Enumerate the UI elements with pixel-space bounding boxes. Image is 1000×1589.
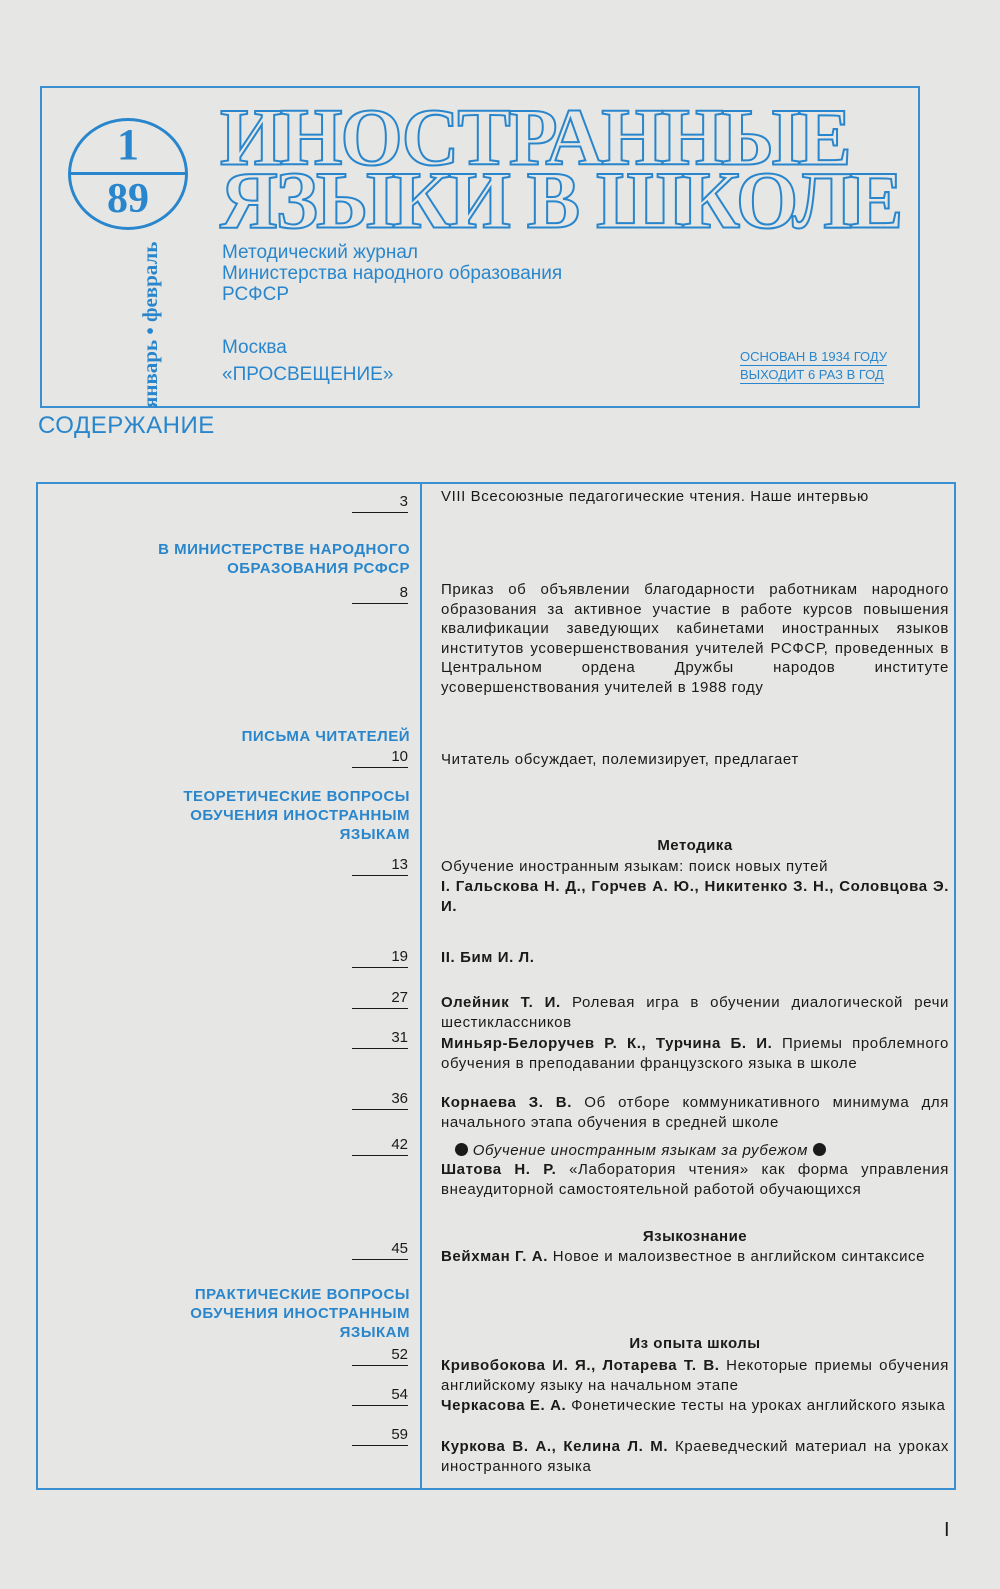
subhead-experience: Из опыта школы [629,1335,761,1352]
issue-badge-divider [71,172,185,175]
toc-entry-authors: Вейхман Г. А. [441,1248,548,1265]
toc-entry-title: Некоторые приемы обучения английскому языку на начальном этапе [441,1357,949,1394]
page-folio: I [944,1519,950,1541]
toc-entry [441,1093,949,1132]
toc-entry-title: «Лаборатория чтения» как форма управления внеаудиторной самостоятельной работой обучающихся [441,1161,949,1198]
toc-entry-authors: Корнаева З. В. [441,1094,572,1111]
toc-entry-authors: II. Бим И. Л. [441,949,535,966]
toc-entry-authors: Шатова Н. Р. [441,1161,557,1178]
page-number: 31 [352,1029,408,1049]
toc-entry-authors: Олейник Т. И. [441,994,561,1011]
journal-title-line-1: ИНОСТРАННЫЕ [220,92,850,183]
toc-entry-authors: Черкасова Е. А. [441,1397,567,1414]
page-number: 42 [352,1136,408,1156]
page-number: 8 [352,584,408,604]
toc-entry: Приказ об объявлении благодарности работникам народного образования за активное участие в работе курсов повышения квалификации заведующих кабинетами иностранных языков институтов усовершенствования учителей РСФСР, проведенных в Центральном ордена Дружбы народов институте усовершенствования учителей в 1988 году [441,581,949,696]
founded-note: ОСНОВАН В 1934 ГОДУ [740,349,888,364]
subhead-methodology: Методика [657,837,733,854]
page-number: 19 [352,948,408,968]
page-number: 59 [352,1426,408,1446]
toc-entry: VIII Всесоюзные педагогические чтения. Наше интервью [441,488,869,505]
page-number: 54 [352,1386,408,1406]
toc-entry-authors: Куркова В. А., Келина Л. М. [441,1438,669,1455]
issue-months-text: январь • февраль [138,241,162,408]
page-number: 52 [352,1346,408,1366]
publisher-name: «ПРОСВЕЩЕНИЕ» [222,364,394,385]
bullet-icon [455,1143,468,1156]
toc-entry-title: Приемы проблемного обучения в преподавании французского языка в школе [441,1035,949,1072]
journal-subtitle-line: Методический журнал [222,242,419,263]
page-number: 45 [352,1240,408,1260]
contents-column-divider [420,484,422,1488]
publisher-city: Москва [222,337,287,358]
toc-entry [441,1247,949,1267]
issue-number: 1 [117,120,139,169]
page-number: 13 [352,856,408,876]
journal-subtitle-line: Министерства народного образования [222,263,563,284]
toc-entry-authors: Кривобокова И. Я., Лотарева Т. В. [441,1357,720,1374]
toc-entry-authors: I. Гальскова Н. Д., Горчев А. Ю., Никитенко З. Н., Соловцова Э. И. [441,878,949,915]
journal-title-line-2: ЯЗЫКИ В ШКОЛЕ [220,155,902,246]
page-number: 27 [352,989,408,1009]
issue-months [138,238,168,408]
section-heading-ministry: В МИНИСТЕРСТВЕ НАРОДНОГО ОБРАЗОВАНИЯ РСФСР [158,541,410,577]
issue-year: 89 [107,176,149,222]
toc-entry-title: Обучение иностранным языкам: поиск новых путей [441,858,829,875]
toc-entry [441,1437,949,1476]
toc-entry-title: Об отборе коммуникативного минимума для начального этапа обучения в средней школе [441,1094,949,1131]
toc-entry [441,1034,949,1073]
frequency-note: ВЫХОДИТ 6 РАЗ В ГОД [740,367,884,382]
bullet-icon [813,1143,826,1156]
toc-entry [441,1356,949,1395]
section-heading-practice: ПРАКТИЧЕСКИЕ ВОПРОСЫ ОБУЧЕНИЯ ИНОСТРАННЫМ ЯЗЫКАМ [190,1286,410,1341]
page-number: 3 [352,493,408,513]
contents-heading: СОДЕРЖАНИЕ [38,412,215,439]
journal-subtitle-line: РСФСР [222,284,290,305]
subhead-abroad [455,1141,955,1161]
toc-entry: Читатель обсуждает, полемизирует, предлагает [441,751,799,768]
subhead-linguistics: Языкознание [642,1228,748,1245]
toc-entry [441,1396,949,1416]
section-heading-letters: ПИСЬМА ЧИТАТЕЛЕЙ [241,728,410,745]
page-number: 10 [352,748,408,768]
toc-entry-title: Краеведческий материал на уроках иностранного языка [441,1438,949,1475]
toc-entry-authors: Миньяр-Белоручев Р. К., Турчина Б. И. [441,1035,773,1052]
toc-entry [441,1160,949,1199]
toc-entry-title: Фонетические тесты на уроках английского языка [571,1397,946,1414]
subhead-abroad-text: Обучение иностранным языкам за рубежом [472,1142,808,1159]
toc-entry-title: Ролевая игра в обучении диалогической речи шестиклассников [441,994,949,1031]
toc-entry-title: Новое и малоизвестное в английском синтаксисе [552,1248,926,1265]
toc-entry [441,993,949,1032]
page-number: 36 [352,1090,408,1110]
section-heading-theory: ТЕОРЕТИЧЕСКИЕ ВОПРОСЫ ОБУЧЕНИЯ ИНОСТРАННЫМ ЯЗЫКАМ [183,788,410,843]
